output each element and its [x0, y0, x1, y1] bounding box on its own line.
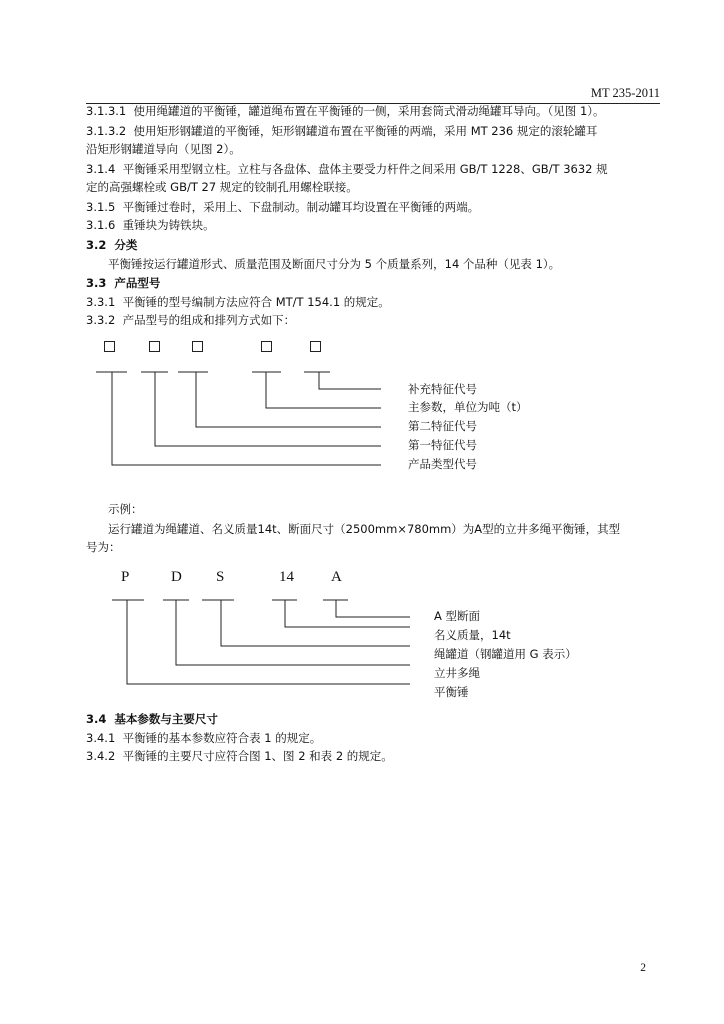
- clause-text: 产品型号: [114, 276, 161, 290]
- section-3-4-heading: [86, 712, 218, 726]
- model-code-letter: S: [216, 569, 225, 585]
- label-supplementary-code: 补充特征代号: [408, 382, 477, 396]
- clause-text: 基本参数与主要尺寸: [114, 712, 218, 726]
- example-text: 运行罐道为绳罐道、名义质量14t、断面尺寸（2500mm×780mm）为A型的立井多绳平衡锤，其型: [108, 522, 621, 536]
- clause-number: 3.4: [86, 712, 107, 726]
- clause-3-4-2: [86, 749, 393, 763]
- label-first-feature-code: 第一特征代号: [408, 438, 477, 452]
- clause-text: 平衡锤过卷时，采用上、下盘制动。制动罐耳均设置在平衡锤的两端。: [122, 200, 480, 214]
- label-section-type: A 型断面: [434, 609, 481, 623]
- clause-text: 产品型号的组成和排列方式如下：: [122, 313, 296, 327]
- clause-number: 3.1.6: [86, 218, 116, 232]
- clause-number: 3.4.2: [86, 749, 116, 763]
- label-product-type-code: 产品类型代号: [408, 457, 477, 471]
- clause-text: 定的高强螺栓或 GB/T 27 规定的铰制孔用螺栓联接。: [86, 180, 358, 194]
- clause-number: 3.1.3.1: [86, 104, 127, 118]
- clause-text: 重锤块为铸铁块。: [122, 218, 215, 232]
- label-counterweight: 平衡锤: [434, 685, 469, 699]
- model-code-letter: A: [331, 569, 342, 585]
- label-second-feature-code: 第二特征代号: [408, 419, 477, 433]
- label-nominal-mass: 名义质量，14t: [434, 628, 511, 642]
- clause-text: 使用绳罐道的平衡锤，罐道绳布置在平衡锤的一侧，采用套筒式滑动绳罐耳导向。（见图 1）。: [133, 104, 605, 118]
- clause-3-4-1: [86, 731, 321, 745]
- clause-text: 分类: [114, 238, 138, 252]
- clause-number: 3.4.1: [86, 731, 116, 745]
- example-title: 示例：: [108, 502, 143, 516]
- clause-text: 沿矩形钢罐道导向（见图 2）。: [86, 142, 241, 156]
- clause-text: 平衡锤的型号编制方法应符合 MT/T 154.1 的规定。: [122, 295, 390, 309]
- page-number: 2: [640, 962, 646, 974]
- clause-number: 3.1.4: [86, 162, 116, 176]
- clause-number: 3.2: [86, 238, 107, 252]
- model-code-letter: P: [121, 569, 130, 585]
- clause-text: 平衡锤的主要尺寸应符合图 1、图 2 和表 2 的规定。: [122, 749, 393, 763]
- model-code-number: 14: [279, 569, 294, 585]
- clause-text: 使用矩形钢罐道的平衡锤，矩形钢罐道布置在平衡锤的两端，采用 MT 236 规定的滚轮罐耳: [133, 124, 598, 138]
- clause-number: 3.3.2: [86, 313, 116, 327]
- example-text-cont: 号为：: [86, 540, 121, 554]
- model-code-letter: D: [171, 569, 182, 585]
- label-shaft-multi-rope: 立井多绳: [434, 666, 480, 680]
- label-main-parameter: 主参数，单位为吨（t）: [408, 400, 528, 414]
- label-rope-guide: 绳罐道（钢罐道用 G 表示）: [434, 647, 577, 661]
- document-id-header: MT 235-2011: [590, 86, 660, 100]
- clause-text: 平衡锤采用型钢立柱。立柱与各盘体、盘体主要受力杆件之间采用 GB/T 1228、GB/T 3632 规: [122, 162, 608, 176]
- clause-number: 3.1.5: [86, 200, 116, 214]
- clause-number: 3.1.3.2: [86, 124, 127, 138]
- clause-text: 平衡锤的基本参数应符合表 1 的规定。: [122, 731, 322, 745]
- clause-text: 平衡锤按运行罐道形式、质量范围及断面尺寸分为 5 个质量系列，14 个品种（见表 1）。: [108, 257, 561, 271]
- clause-number: 3.3.1: [86, 295, 116, 309]
- clause-number: 3.3: [86, 276, 107, 290]
